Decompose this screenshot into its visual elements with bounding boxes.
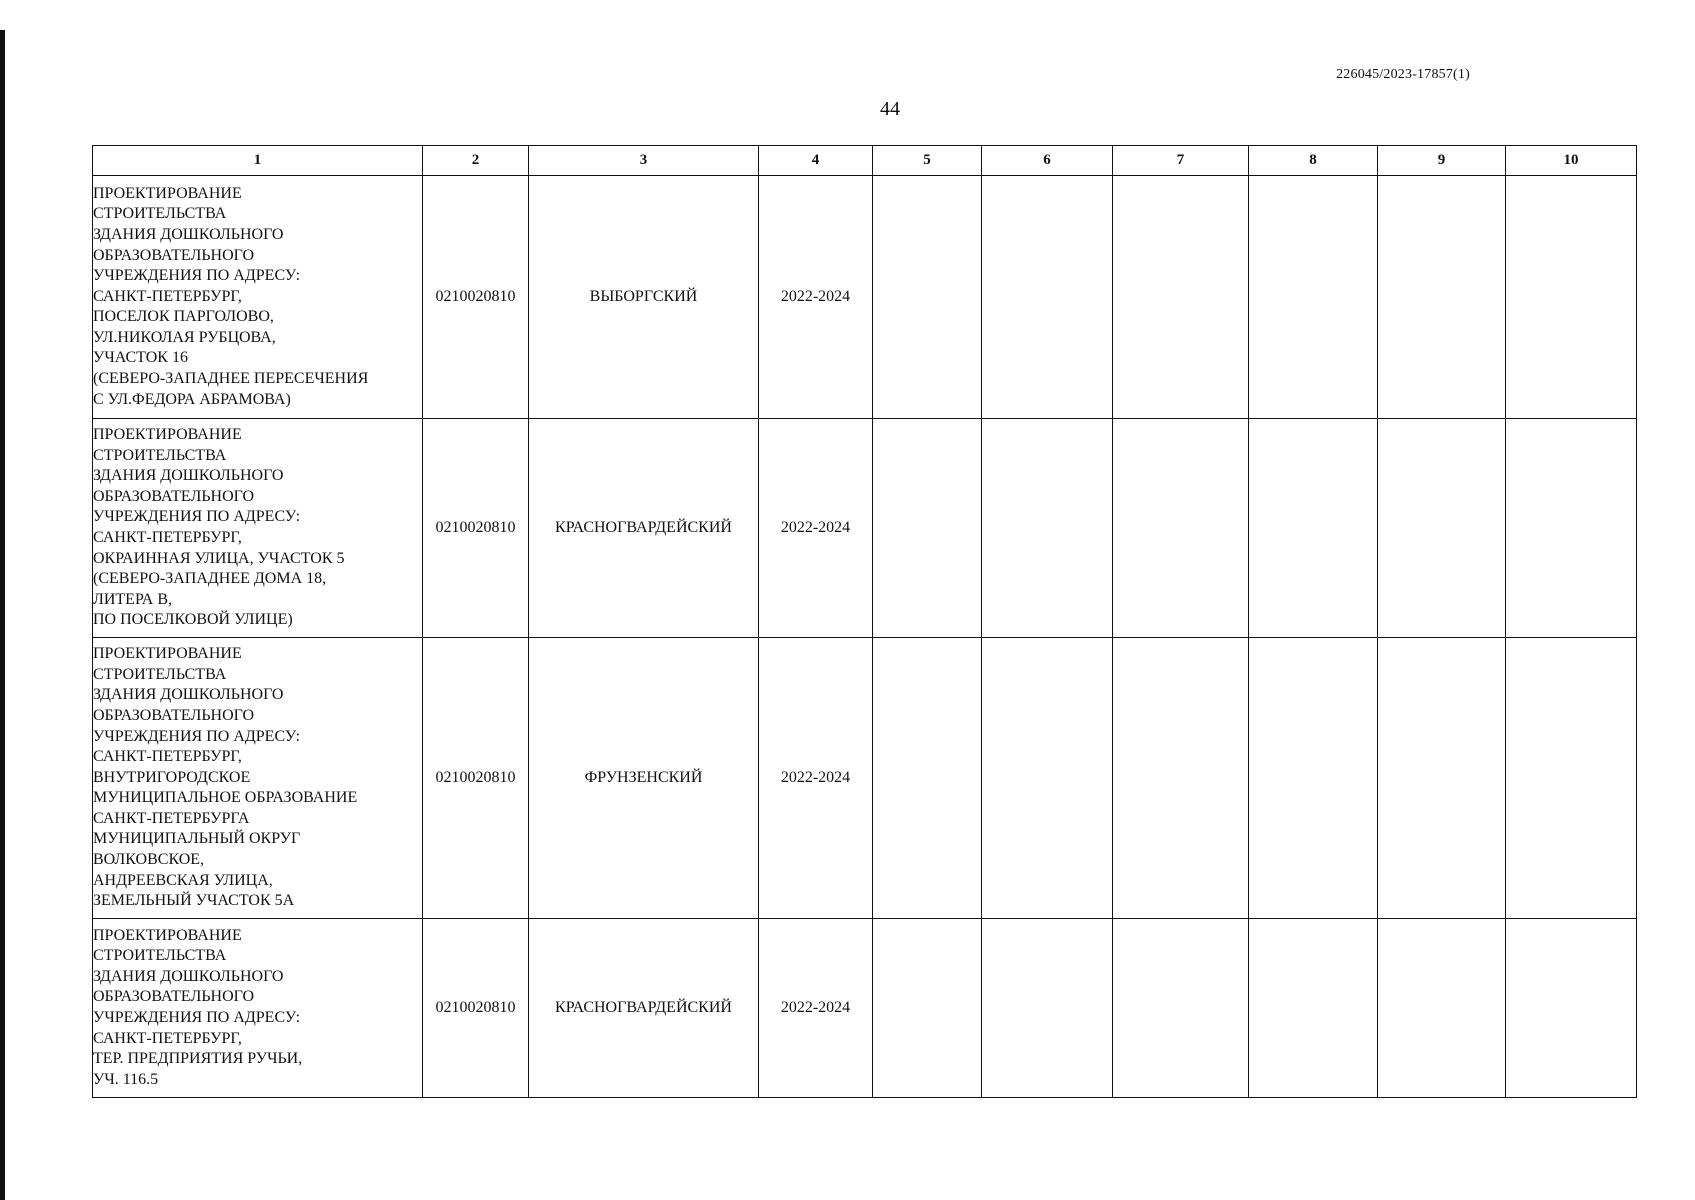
empty-cell	[982, 919, 1113, 1098]
scan-edge-border	[0, 30, 5, 1200]
object-name-cell: ПРОЕКТИРОВАНИЕ СТРОИТЕЛЬСТВА ЗДАНИЯ ДОШКОЛЬНОГО ОБРАЗОВАТЕЛЬНОГО УЧРЕЖДЕНИЯ ПО АДРЕСУ: САНКТ-ПЕТЕРБУРГ, ТЕР. ПРЕДПРИЯТИЯ РУЧЬИ, УЧ. 116.5	[93, 919, 423, 1098]
column-header-7: 7	[1113, 146, 1249, 176]
empty-cell	[982, 638, 1113, 919]
column-header-1: 1	[93, 146, 423, 176]
empty-cell	[1506, 919, 1637, 1098]
table-row	[93, 638, 1637, 919]
projects-table	[92, 145, 1637, 1098]
district-cell: КРАСНОГВАРДЕЙСКИЙ	[529, 919, 759, 1098]
column-header-8: 8	[1249, 146, 1378, 176]
empty-cell	[1113, 638, 1249, 919]
empty-cell	[1113, 419, 1249, 638]
empty-cell	[873, 919, 982, 1098]
table-row	[93, 419, 1637, 638]
empty-cell	[1113, 919, 1249, 1098]
empty-cell	[1249, 419, 1378, 638]
budget-code-cell: 0210020810	[423, 638, 529, 919]
table-row	[93, 176, 1637, 419]
period-cell: 2022-2024	[759, 638, 873, 919]
budget-code-cell: 0210020810	[423, 176, 529, 419]
column-header-3: 3	[529, 146, 759, 176]
empty-cell	[873, 176, 982, 419]
budget-code-cell: 0210020810	[423, 419, 529, 638]
empty-cell	[982, 176, 1113, 419]
empty-cell	[1378, 919, 1506, 1098]
district-cell: КРАСНОГВАРДЕЙСКИЙ	[529, 419, 759, 638]
table-header-row	[93, 146, 1637, 176]
empty-cell	[1378, 638, 1506, 919]
column-header-9: 9	[1378, 146, 1506, 176]
empty-cell	[1506, 176, 1637, 419]
empty-cell	[982, 419, 1113, 638]
object-name-cell: ПРОЕКТИРОВАНИЕ СТРОИТЕЛЬСТВА ЗДАНИЯ ДОШКОЛЬНОГО ОБРАЗОВАТЕЛЬНОГО УЧРЕЖДЕНИЯ ПО АДРЕСУ: САНКТ-ПЕТЕРБУРГ, ОКРАИННАЯ УЛИЦА, УЧАСТОК 5 (СЕВЕРО-ЗАПАДНЕЕ ДОМА 18, ЛИТЕРА В, ПО ПОСЕЛКОВОЙ УЛИЦЕ)	[93, 419, 423, 638]
period-cell: 2022-2024	[759, 919, 873, 1098]
period-cell: 2022-2024	[759, 176, 873, 419]
object-name-cell: ПРОЕКТИРОВАНИЕ СТРОИТЕЛЬСТВА ЗДАНИЯ ДОШКОЛЬНОГО ОБРАЗОВАТЕЛЬНОГО УЧРЕЖДЕНИЯ ПО АДРЕСУ: САНКТ-ПЕТЕРБУРГ, ПОСЕЛОК ПАРГОЛОВО, УЛ.НИКОЛАЯ РУБЦОВА, УЧАСТОК 16 (СЕВЕРО-ЗАПАДНЕЕ ПЕРЕСЕЧЕНИЯ С УЛ.ФЕДОРА АБРАМОВА)	[93, 176, 423, 419]
column-header-2: 2	[423, 146, 529, 176]
column-header-6: 6	[982, 146, 1113, 176]
district-cell: ФРУНЗЕНСКИЙ	[529, 638, 759, 919]
empty-cell	[1506, 638, 1637, 919]
empty-cell	[1378, 176, 1506, 419]
period-cell: 2022-2024	[759, 419, 873, 638]
table-row	[93, 919, 1637, 1098]
empty-cell	[1378, 419, 1506, 638]
empty-cell	[1113, 176, 1249, 419]
district-cell: ВЫБОРГСКИЙ	[529, 176, 759, 419]
column-header-5: 5	[873, 146, 982, 176]
empty-cell	[1249, 176, 1378, 419]
empty-cell	[1506, 419, 1637, 638]
empty-cell	[873, 419, 982, 638]
column-header-4: 4	[759, 146, 873, 176]
object-name-cell: ПРОЕКТИРОВАНИЕ СТРОИТЕЛЬСТВА ЗДАНИЯ ДОШКОЛЬНОГО ОБРАЗОВАТЕЛЬНОГО УЧРЕЖДЕНИЯ ПО АДРЕСУ: САНКТ-ПЕТЕРБУРГ, ВНУТРИГОРОДСКОЕ МУНИЦИПАЛЬНОЕ ОБРАЗОВАНИЕ САНКТ-ПЕТЕРБУРГА МУНИЦИПАЛЬНЫЙ ОКРУГ ВОЛКОВСКОЕ, АНДРЕЕВСКАЯ УЛИЦА, ЗЕМЕЛЬНЫЙ УЧАСТОК 5А	[93, 638, 423, 919]
empty-cell	[1249, 919, 1378, 1098]
empty-cell	[873, 638, 982, 919]
page-number: 44	[880, 98, 900, 120]
empty-cell	[1249, 638, 1378, 919]
column-header-10: 10	[1506, 146, 1637, 176]
document-registration-number: 226045/2023-17857(1)	[1336, 67, 1470, 82]
budget-code-cell: 0210020810	[423, 919, 529, 1098]
